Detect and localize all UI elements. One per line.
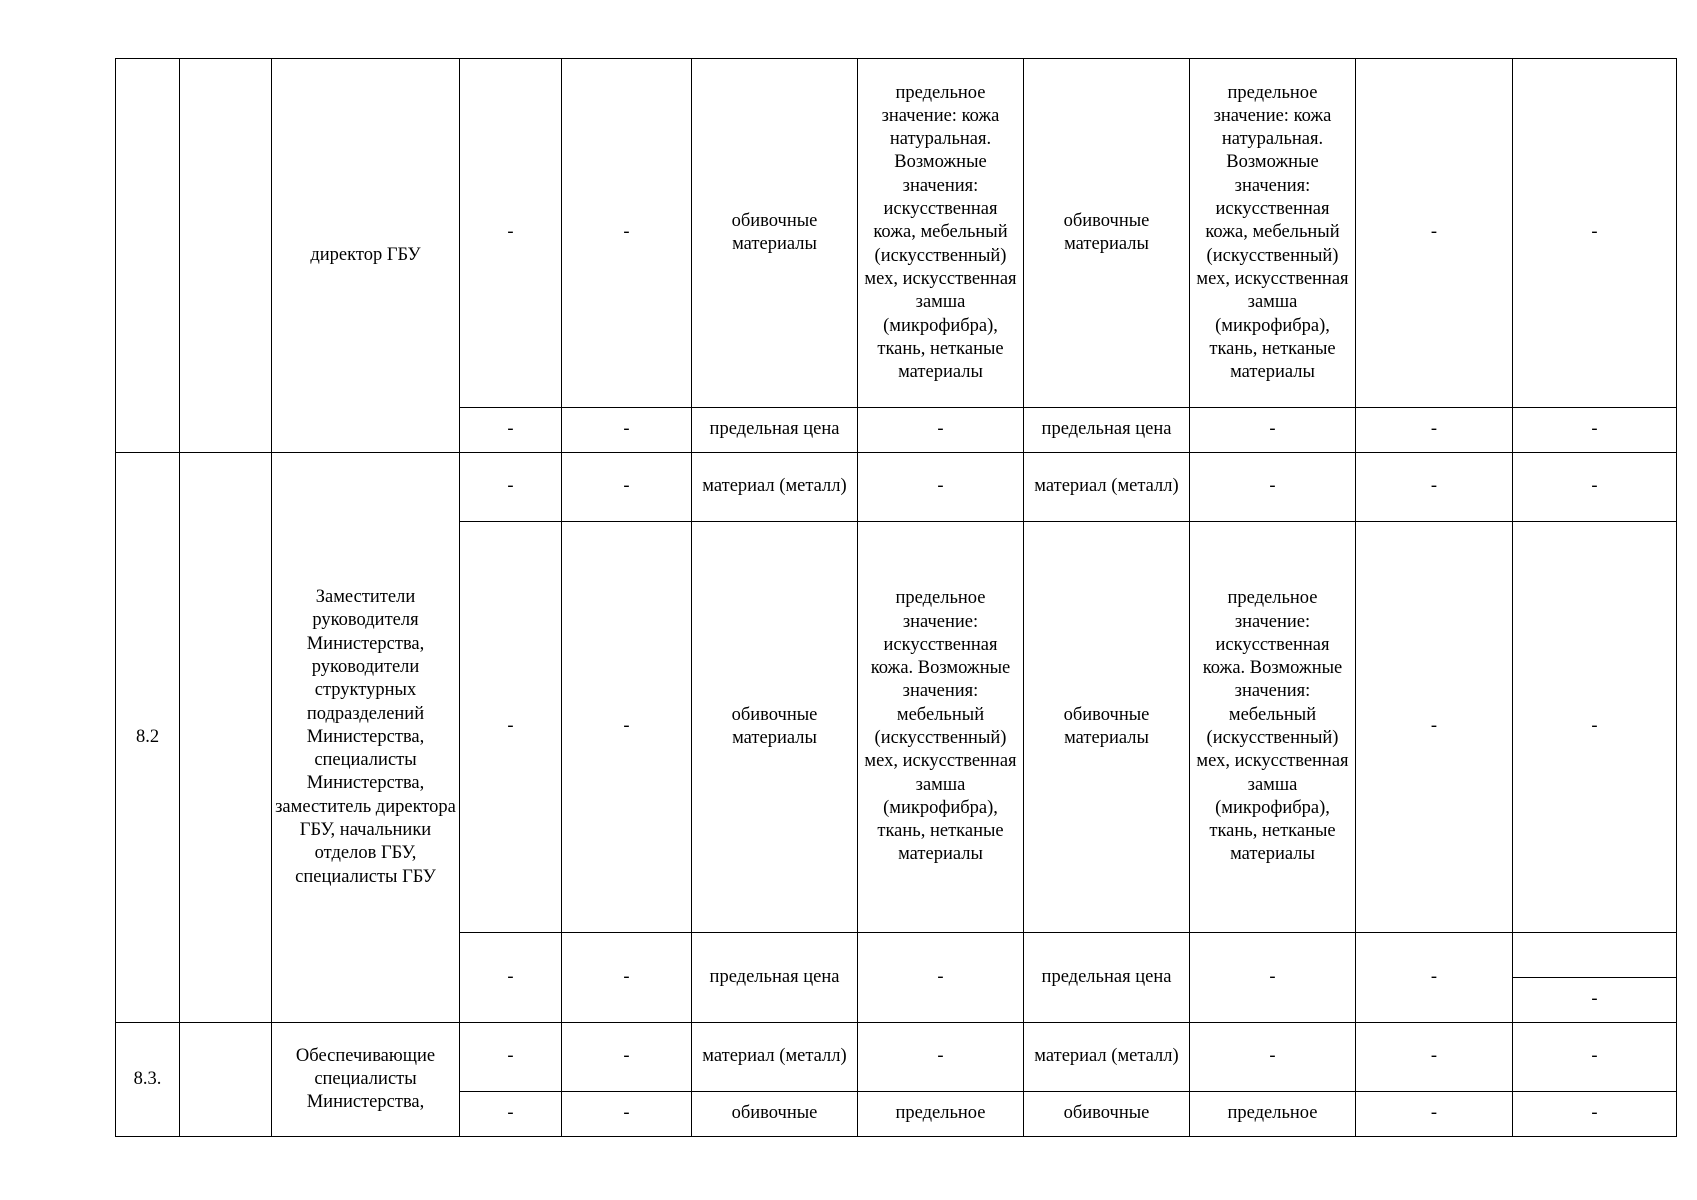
table-cell: обивочные материалы (692, 59, 858, 408)
table-cell: - (1190, 453, 1356, 522)
table-row (116, 453, 1677, 522)
table-cell: материал (металл) (1024, 1023, 1190, 1092)
code-cell (180, 453, 272, 1023)
table-cell: - (562, 59, 692, 408)
position-cell: Заместители руководителя Министерства, руководители структурных подразделений Министерства, специалисты Министерства, заместитель директора ГБУ, начальники отделов ГБУ, специалисты ГБУ (272, 453, 460, 1023)
table-cell: - (562, 522, 692, 933)
table-cell: - (1356, 522, 1513, 933)
table-cell: - (858, 453, 1024, 522)
table-cell: обивочные материалы (692, 522, 858, 933)
table-cell: - (460, 59, 562, 408)
table-cell: - (562, 408, 692, 453)
table-cell-empty (1513, 933, 1677, 978)
table-cell: - (1356, 1023, 1513, 1092)
code-cell (180, 1023, 272, 1137)
table-cell: предельное значение: искусственная кожа. Возможные значения: мебельный (искусственный) мех, искусственная замша (микрофибра), ткань, нетканые материалы (858, 522, 1024, 933)
table-cell: материал (металл) (1024, 453, 1190, 522)
item-number-cell: 8.2 (116, 453, 180, 1023)
table-cell: предельная цена (692, 933, 858, 1023)
table-cell: - (460, 408, 562, 453)
position-cell: Обеспечивающие специалисты Министерства, (272, 1023, 460, 1137)
table-cell: предельное значение: искусственная кожа. Возможные значения: мебельный (искусственный) мех, искусственная замша (микрофибра), ткань, нетканые материалы (1190, 522, 1356, 933)
position-cell: директор ГБУ (272, 59, 460, 453)
table-cell: - (460, 1092, 562, 1137)
table-cell: - (562, 453, 692, 522)
table-cell: - (1356, 59, 1513, 408)
table-cell: предельная цена (1024, 408, 1190, 453)
table-cell: - (562, 1092, 692, 1137)
table-cell: - (858, 933, 1024, 1023)
table-cell: - (1190, 408, 1356, 453)
table-cell: - (1356, 408, 1513, 453)
item-number-cell: 8.3. (116, 1023, 180, 1137)
table-cell: - (1190, 1023, 1356, 1092)
table-cell: - (460, 933, 562, 1023)
table-cell: - (1356, 933, 1513, 1023)
table-cell: предельное (858, 1092, 1024, 1137)
table-cell: предельная цена (1024, 933, 1190, 1023)
table-cell: - (1513, 522, 1677, 933)
table-cell: - (858, 408, 1024, 453)
table-cell: - (460, 1023, 562, 1092)
table-cell: - (1513, 1092, 1677, 1137)
table-cell: предельное значение: кожа натуральная. Возможные значения: искусственная кожа, мебельный (искусственный) мех, искусственная замша (микрофибра), ткань, нетканые материалы (1190, 59, 1356, 408)
table-cell: - (1190, 933, 1356, 1023)
table-row (116, 59, 1677, 408)
table-cell: обивочные материалы (1024, 522, 1190, 933)
table-cell: предельное значение: кожа натуральная. Возможные значения: искусственная кожа, мебельный (искусственный) мех, искусственная замша (микрофибра), ткань, нетканые материалы (858, 59, 1024, 408)
table-cell: - (562, 933, 692, 1023)
table-cell: предельная цена (692, 408, 858, 453)
item-number-cell (116, 59, 180, 453)
table-cell: - (460, 453, 562, 522)
table-cell: предельное (1190, 1092, 1356, 1137)
table-row (116, 1023, 1677, 1092)
table-cell: обивочные материалы (1024, 59, 1190, 408)
table-cell: материал (металл) (692, 1023, 858, 1092)
table-cell: обивочные (1024, 1092, 1190, 1137)
table-cell: - (460, 522, 562, 933)
table-cell: обивочные (692, 1092, 858, 1137)
table-cell: - (1513, 978, 1677, 1023)
code-cell (180, 59, 272, 453)
table-cell: - (1513, 408, 1677, 453)
requirements-table (115, 58, 1677, 1137)
table-cell: - (562, 1023, 692, 1092)
table-cell: - (1356, 453, 1513, 522)
table-cell: - (858, 1023, 1024, 1092)
table-cell: - (1513, 1023, 1677, 1092)
table-cell: - (1356, 1092, 1513, 1137)
table-cell: - (1513, 453, 1677, 522)
table-cell: - (1513, 59, 1677, 408)
table-cell: материал (металл) (692, 453, 858, 522)
